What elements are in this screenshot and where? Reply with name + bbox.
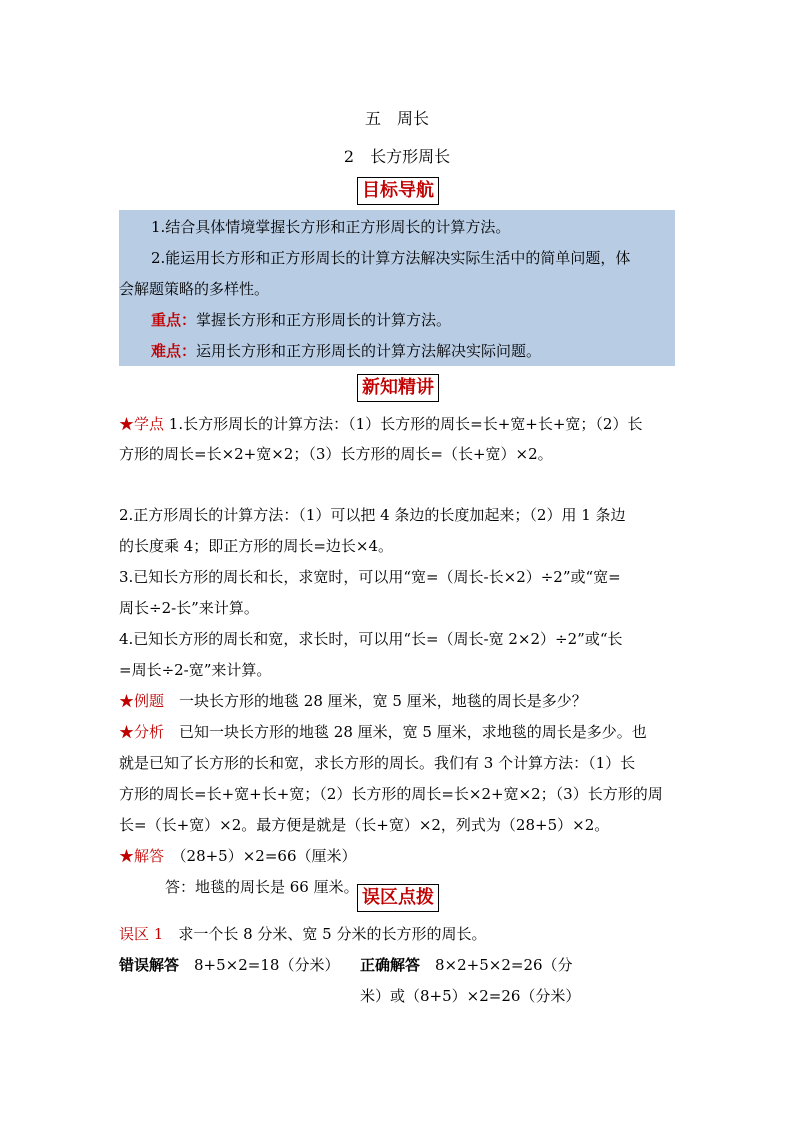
point-1-line-2: 方形的周长=长×2+宽×2；（3）长方形的周长=（长+宽）×2。: [119, 445, 553, 463]
points-label: 学点: [134, 415, 165, 433]
difficulty-label: 难点：: [151, 342, 197, 360]
goals-box: [119, 210, 675, 366]
point-3-line-1: 3.已知长方形的周长和长，求宽时，可以用“宽=（周长-长×2）÷2”或“宽=: [119, 568, 621, 586]
star-icon: ★: [119, 692, 135, 710]
goal-item-1: 1.结合具体情境掌握长方形和正方形周长的计算方法。: [151, 218, 511, 236]
point-4-line-2: =周长÷2-宽”来计算。: [119, 661, 272, 679]
key-point: [151, 305, 451, 335]
point-2-line-2: 的长度乘 4；即正方形的周长=边长×4。: [119, 537, 393, 555]
unit-title: 五 周长: [364, 109, 429, 128]
wrong-text: 8+5×2=18（分米）: [179, 956, 340, 974]
analysis-label: 分析: [134, 723, 165, 741]
analysis-line-2: 就是已知了长方形的长和宽，求长方形的周长。我们有 3 个计算方法：（1）长: [119, 754, 636, 772]
example-label: 例题: [134, 692, 165, 710]
difficulty-text: 运用长方形和正方形周长的计算方法解决实际问题。: [196, 342, 542, 360]
point-1-text: 1.长方形周长的计算方法：（1）长方形的周长=长+宽+长+宽；（2）长: [164, 415, 643, 433]
wrong-label: 错误解答: [119, 956, 180, 974]
point-1-line-1: [119, 409, 642, 439]
point-3-line-2: 周长÷2-长”来计算。: [119, 599, 259, 617]
example: [119, 686, 587, 716]
zone-label: 误区 1: [119, 925, 164, 943]
point-4-line-1: 4.已知长方形的周长和宽，求长时，可以用“长=（周长-宽 2×2）÷2”或“长: [119, 630, 623, 648]
analysis-line-3: 方形的周长=长+宽+长+宽；（2）长方形的周长=长×2+宽×2；（3）长方形的周: [119, 785, 663, 803]
lesson-title: 2 长方形周长: [343, 147, 451, 166]
difficulty-point: [151, 336, 541, 366]
star-icon: ★: [119, 847, 135, 865]
key-label: 重点：: [151, 311, 197, 329]
point-2-line-1: 2.正方形周长的计算方法：（1）可以把 4 条边的长度加起来；（2）用 1 条边: [119, 506, 626, 524]
answer-text: （28+5）×2=66（厘米）: [164, 847, 357, 865]
analysis-line-1: [119, 717, 647, 747]
new-knowledge-heading: 新知精讲: [357, 374, 439, 402]
wrong-answer: [119, 950, 339, 980]
analysis-text: 已知一块长方形的地毯 28 厘米，宽 5 厘米，求地毯的周长是多少。也: [164, 723, 647, 741]
example-text: 一块长方形的地毯 28 厘米，宽 5 厘米，地毯的周长是多少？: [164, 692, 587, 710]
answer: [119, 841, 357, 871]
zone-text: 求一个长 8 分米、宽 5 分米的长方形的周长。: [163, 925, 487, 943]
key-text: 掌握长方形和正方形周长的计算方法。: [196, 311, 452, 329]
star-icon: ★: [119, 415, 135, 433]
analysis-line-4: 长=（长+宽）×2。最方便是就是（长+宽）×2，列式为（28+5）×2。: [119, 816, 610, 834]
mistakes-heading: 误区点拨: [357, 884, 439, 912]
correct-answer-line-2: 米）或（8+5）×2=26（分米）: [360, 987, 581, 1005]
star-icon: ★: [119, 723, 135, 741]
correct-text: 8×2+5×2=26（分: [420, 956, 573, 974]
correct-label: 正确解答: [360, 956, 421, 974]
answer-conclusion: 答：地毯的周长是 66 厘米。: [165, 878, 359, 896]
mistake-zone: [119, 919, 486, 949]
goal-item-2-line-2: 会解题策略的多样性。: [119, 280, 270, 298]
answer-label: 解答: [134, 847, 165, 865]
goal-item-2-line-1: 2.能运用长方形和正方形周长的计算方法解决实际生活中的简单问题，体: [151, 249, 631, 267]
correct-answer: [360, 950, 573, 980]
goals-heading: 目标导航: [357, 177, 439, 205]
